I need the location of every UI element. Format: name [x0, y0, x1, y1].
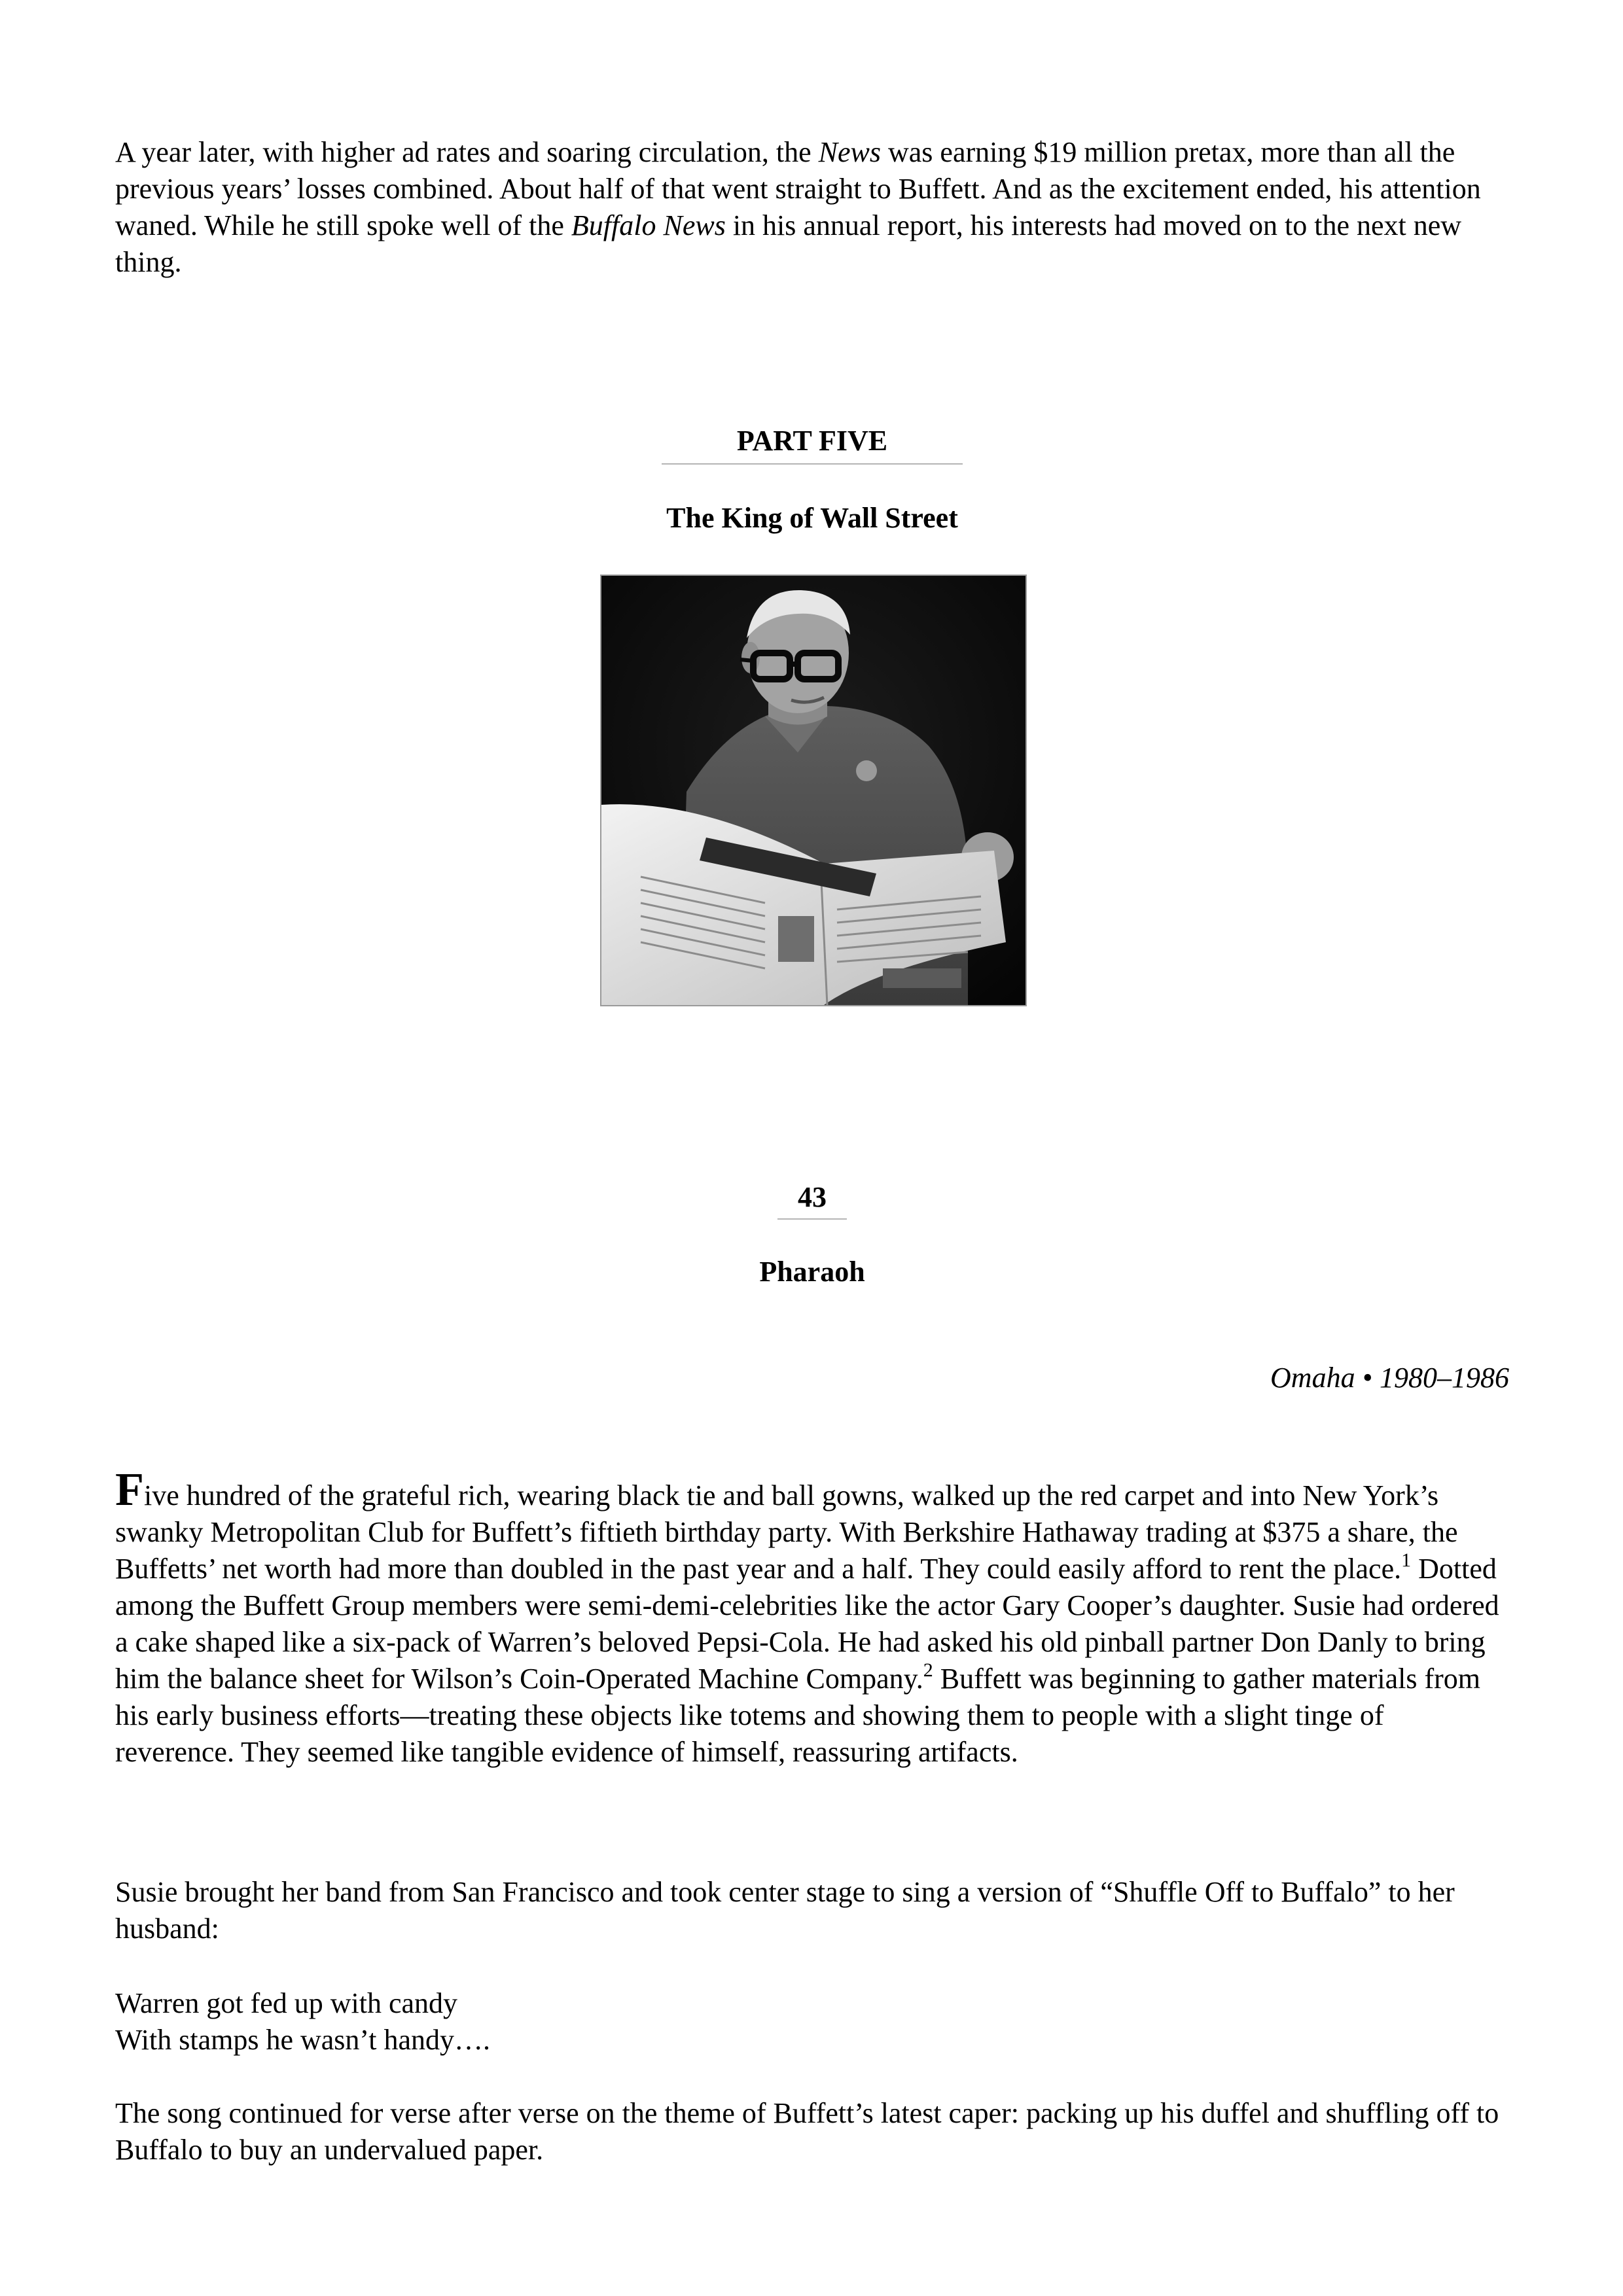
- chapter-divider: [777, 1218, 847, 1220]
- verse-line-1: Warren got fed up with candy: [115, 1987, 458, 2019]
- footnote-ref-2[interactable]: 2: [923, 1659, 933, 1681]
- intro-buffalo-news-italic: Buffalo News: [571, 209, 726, 241]
- footnote-ref-1[interactable]: 1: [1401, 1549, 1412, 1571]
- intro-text-3: in his annual report, his interests had moved on to the next new thing.: [115, 209, 1462, 278]
- chapter-number: 43: [798, 1181, 827, 1213]
- body1-text-2: Dotted among the Buffett Group members were semi-demi-celebrities like the actor Gary Cooper’s daughter. Susie had ordered a cake shaped like a six-pack of Warren’s beloved Pepsi-Cola. He had asked his old pinball partner Don Danly to bring him the balance sheet for Wilson’s Coin-Operated Machine Company.: [115, 1553, 1499, 1695]
- chapter-title: Pharaoh: [759, 1256, 865, 1288]
- intro-paragraph: [115, 134, 1509, 281]
- body-paragraph-2: Susie brought her band from San Francisco and took center stage to sing a version of “Shuffle Off to Buffalo” to her husband:: [115, 1876, 1455, 1945]
- part-title: The King of Wall Street: [666, 502, 958, 534]
- song-verse: [115, 1985, 1509, 2058]
- part-label: PART FIVE: [736, 425, 888, 457]
- body1-text-1: ive hundred of the grateful rich, wearing black tie and ball gowns, walked up the red carpet and into New York’s swanky Metropolitan Club for Buffett’s fiftieth birthday party. With Berkshire Hathaway trading at $375 a share, the Buffetts’ net worth had more than doubled in the past year and a half. They could easily afford to rent the place.: [115, 1479, 1458, 1585]
- drop-cap: F: [115, 1463, 144, 1515]
- body1-text-3: Buffett was beginning to gather materials from his early business efforts—treating these objects like totems and showing them to people with a slight tinge of reverence. They seemed like tangible evidence of himself, reassuring artifacts.: [115, 1663, 1480, 1768]
- intro-news-italic: News: [818, 136, 881, 168]
- body-paragraph-3: The song continued for verse after verse on the theme of Buffett’s latest caper: packing up his duffel and shuffling off to Buffalo to buy an undervalued paper.: [115, 2097, 1499, 2166]
- intro-text-1: A year later, with higher ad rates and soaring circulation, the: [115, 136, 819, 168]
- part-divider: [662, 463, 963, 465]
- body-paragraph-1: [115, 1463, 1509, 1771]
- photo-man-reading-newspaper: [600, 574, 1027, 1006]
- verse-line-2: With stamps he wasn’t handy….: [115, 2024, 491, 2056]
- chapter-dateline: Omaha • 1980–1986: [1270, 1362, 1509, 1394]
- intro-text-2: was earning $19 million pretax, more than all the previous years’ losses combined. About half of that went straight to Buffett. And as the excitement ended, his attention waned. While he still spoke well of the: [115, 136, 1481, 241]
